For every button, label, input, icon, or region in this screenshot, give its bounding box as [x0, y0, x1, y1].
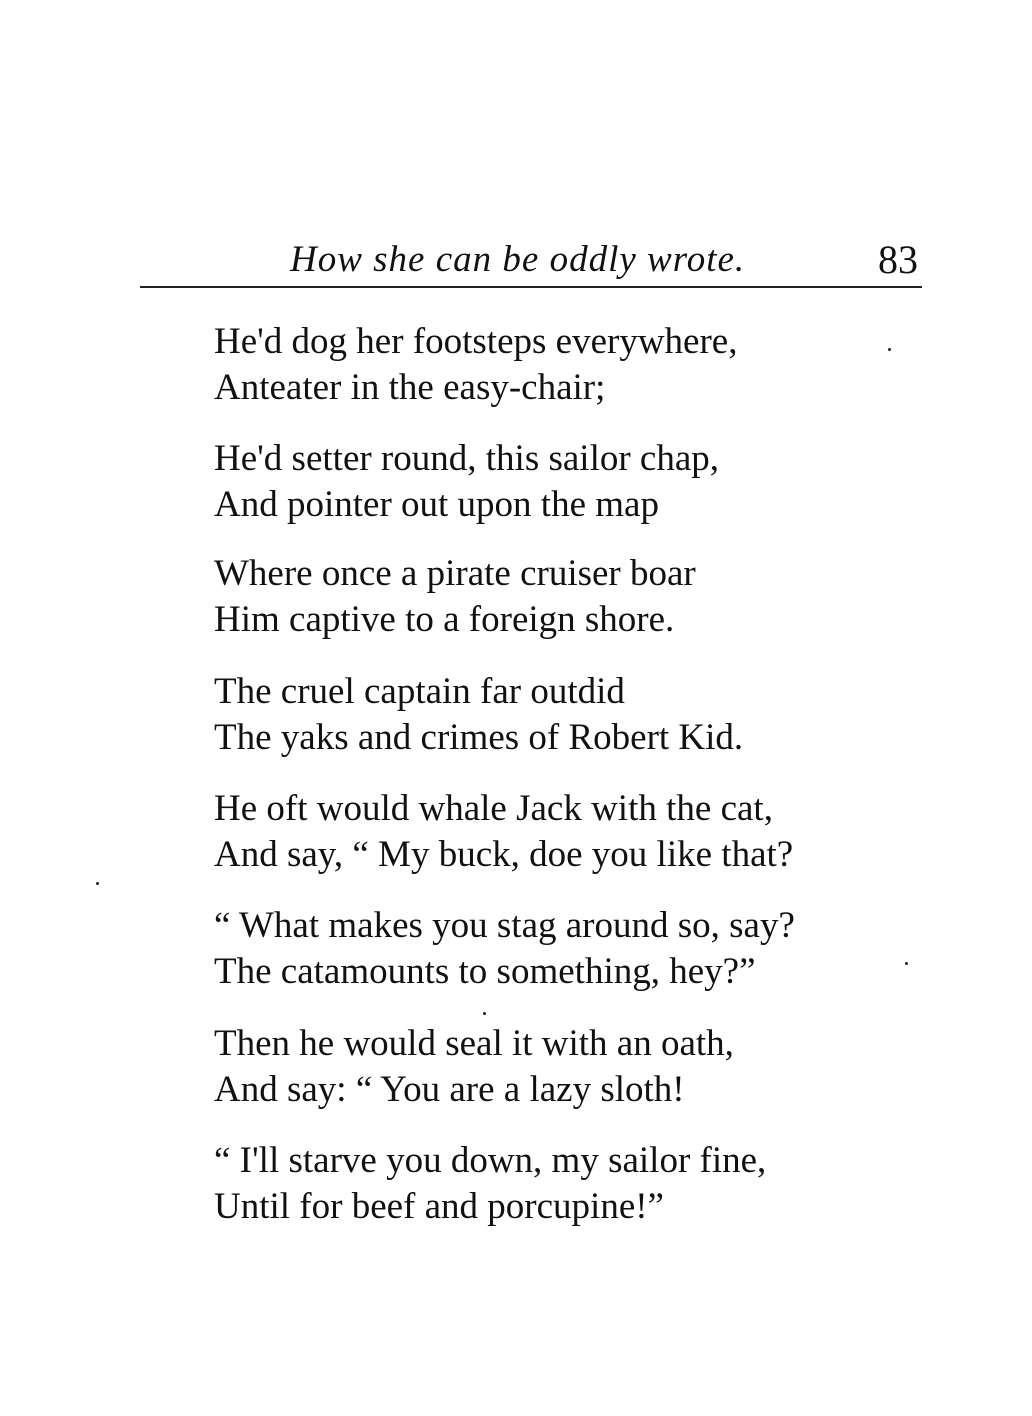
poem-line: “ I'll starve you down, my sailor fine,	[214, 1140, 767, 1181]
poem-line: He'd setter round, this sailor chap,	[214, 438, 720, 479]
stanza	[214, 319, 934, 411]
stanza	[214, 551, 934, 643]
poem-line: Until for beef and porcupine!”	[214, 1186, 664, 1227]
stanza	[214, 1138, 934, 1230]
poem-line: And say, “ My buck, doe you like that?	[214, 834, 794, 875]
stanza	[214, 1021, 934, 1113]
print-speck	[905, 962, 908, 965]
stanza	[214, 903, 934, 995]
running-title: How she can be oddly wrote.	[290, 239, 746, 280]
poem-line: Him captive to a foreign shore.	[214, 599, 675, 640]
poem-line: And pointer out upon the map	[214, 484, 659, 525]
poem-line: He oft would whale Jack with the cat,	[214, 788, 773, 829]
print-speck	[483, 1012, 486, 1015]
poem-line: Where once a pirate cruiser boar	[214, 553, 696, 594]
poem-line: “ What makes you stag around so, say?	[214, 905, 795, 946]
poem-line: He'd dog her footsteps everywhere,	[214, 321, 738, 362]
poem-line: The yaks and crimes of Robert Kid.	[214, 717, 744, 758]
stanza	[214, 436, 934, 528]
stanza	[214, 786, 934, 878]
poem-line: The catamounts to something, hey?”	[214, 951, 756, 992]
poem-line: Then he would seal it with an oath,	[214, 1023, 734, 1064]
print-speck	[96, 882, 99, 885]
print-speck	[888, 348, 891, 351]
poem-line: And say: “ You are a lazy sloth!	[214, 1069, 685, 1110]
page-number: 83	[878, 237, 918, 282]
header-rule	[140, 286, 922, 288]
poem-line: The cruel captain far outdid	[214, 671, 625, 712]
poem-line: Anteater in the easy-chair;	[214, 367, 606, 408]
stanza	[214, 669, 934, 761]
